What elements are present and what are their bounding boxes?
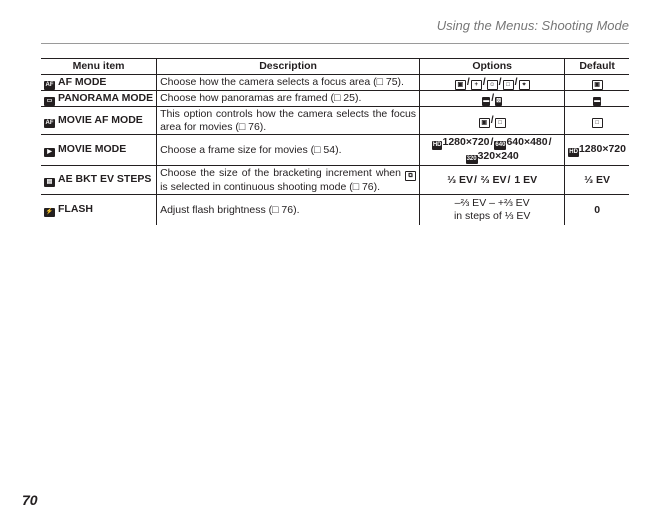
column-header: Menu item <box>41 59 157 75</box>
header-rule <box>41 43 629 44</box>
options-cell: HD1280×720/ 640640×480/ 320320×240 <box>420 135 565 166</box>
menu-item-cell: ▤ AE BKT EV STEPS <box>41 166 157 195</box>
ae-bkt-icon: ▤ <box>44 178 55 187</box>
table-row <box>41 166 629 195</box>
menu-item-cell: AF AF MODE <box>41 75 157 91</box>
area-icon: ▣ <box>479 118 490 128</box>
description-cell: This option controls how the camera selects the focus area for movies (□ 76). <box>157 107 420 135</box>
description-cell: Choose how the camera selects a focus area (□ 75). <box>157 75 420 91</box>
panorama-wide-icon: ▬ <box>483 97 490 104</box>
default-cell: 0 <box>565 195 629 225</box>
multi-icon: + <box>471 80 482 90</box>
options-cell <box>420 195 565 225</box>
options-cell: ▬ / ⊠ <box>420 91 565 107</box>
panorama-frame-icon: ⊠ <box>496 97 502 104</box>
description-cell: Adjust flash brightness (□ 76). <box>157 195 420 225</box>
menu-item-cell: ▭ PANORAMA MODE <box>41 91 157 107</box>
table-row <box>41 107 629 135</box>
center-icon: □ <box>503 80 514 90</box>
table-row <box>41 135 629 166</box>
hd-badge: HD <box>569 149 578 155</box>
menu-table <box>41 58 629 225</box>
menu-item-cell: ▶ MOVIE MODE <box>41 135 157 166</box>
movie-mode-icon: ▶ <box>44 148 55 157</box>
area-icon: ▣ <box>455 80 466 90</box>
panorama-wide-icon: ▬ <box>594 97 601 104</box>
panorama-mode-icon: ▭ <box>44 97 55 106</box>
description-cell: Choose a frame size for movies (□ 54). <box>157 135 420 166</box>
default-cell <box>565 107 629 135</box>
options-cell: ▣ / □ <box>420 107 565 135</box>
hd-badge: HD <box>432 142 442 148</box>
default-cell: ⅓ EV <box>565 166 629 195</box>
table-row <box>41 91 629 107</box>
section-title: Using the Menus: Shooting Mode <box>436 18 629 33</box>
default-cell: HD1280×720 <box>565 135 629 166</box>
flash-adjust-icon: ⚡ <box>45 208 54 215</box>
af-mode-icon: AF <box>45 81 54 88</box>
default-cell <box>565 91 629 107</box>
vga-badge: 640 <box>495 142 506 148</box>
table-row <box>41 75 629 91</box>
flash-step: in steps of ⅓ EV <box>453 209 531 222</box>
tracking-icon: ⌖ <box>519 80 530 90</box>
column-header: Options <box>420 59 565 75</box>
description-cell: Choose how panoramas are framed (□ 25). <box>157 91 420 107</box>
column-header: Default <box>565 59 629 75</box>
menu-item-cell: AF MOVIE AF MODE <box>41 107 157 135</box>
qvga-badge: 320 <box>466 156 477 162</box>
table-row <box>41 195 629 225</box>
continuous-shooting-icon: ⧉ <box>405 171 416 181</box>
face-icon: ☺ <box>487 80 498 90</box>
menu-item-cell: ⚡ FLASH <box>45 202 93 215</box>
options-cell: ▣ / + / ☺ / □ / ⌖ <box>420 75 565 91</box>
default-cell <box>565 75 629 91</box>
table-header-row <box>41 59 629 75</box>
area-icon: ▣ <box>592 80 603 90</box>
options-cell: ⅓ EV/ ⅔ EV/ 1 EV <box>420 166 565 195</box>
column-header: Description <box>157 59 420 75</box>
description-cell: Choose the size of the bracketing increment when ⧉ is selected in continuous shooting mode (□ 76). <box>157 166 420 195</box>
movie-af-mode-icon: AF <box>45 119 54 126</box>
page-number: 70 <box>22 492 38 508</box>
center-icon: □ <box>592 118 603 128</box>
center-icon: □ <box>495 118 506 128</box>
flash-range: –⅔ EV – +⅔ EV <box>454 197 530 210</box>
